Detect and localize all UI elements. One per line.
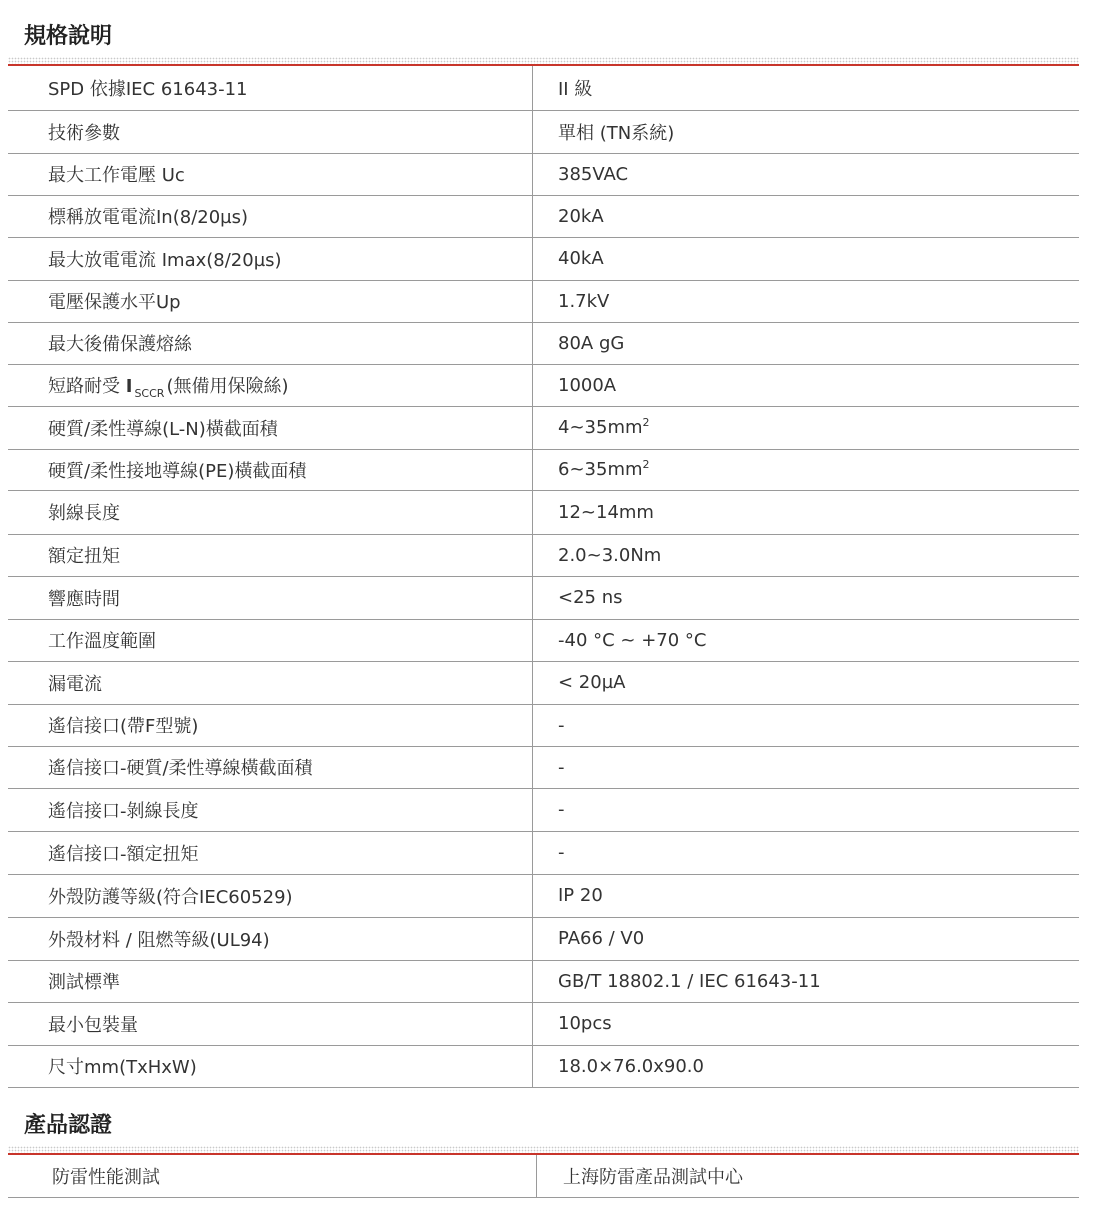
cert-title-rule [8,1146,1079,1155]
spec-table [8,66,1079,1088]
spec-value-cell [533,406,1080,449]
spec-value: - [533,704,1080,746]
spec-value: 12~14mm [533,490,1080,534]
spec-label: 最大工作電壓 Uc [8,153,533,195]
table-row [8,534,1079,576]
spec-value: 1000A [533,364,1080,406]
spec-value: 18.0×76.0x90.0 [533,1045,1080,1087]
table-row [8,449,1079,490]
spec-label: 尺寸mm(TxHxW) [8,1045,533,1087]
spec-label: 工作溫度範圍 [8,619,533,661]
spec-value: PA66 / V0 [533,917,1080,960]
spec-value: 80A gG [533,322,1080,364]
spec-label: 剝線長度 [8,490,533,534]
spec-value: - [533,746,1080,788]
spec-section-title: 規格說明 [24,24,113,49]
table-row [8,153,1079,195]
table-row [8,917,1079,960]
superscript: 2 [642,458,650,471]
spec-label: 遙信接口(帶F型號) [8,704,533,746]
spec-value: < 20µA [533,661,1080,704]
spec-label: 外殼材料 / 阻燃等級(UL94) [8,917,533,960]
spec-label: 最大放電電流 Imax(8/20µs) [8,237,533,280]
cert-label: 防雷性能測試 [8,1155,537,1197]
spec-value: 20kA [533,195,1080,237]
spec-label: 漏電流 [8,661,533,704]
table-row [8,960,1079,1002]
superscript: 2 [642,416,650,429]
spec-value: 10pcs [533,1002,1080,1045]
spec-value: - [533,788,1080,831]
table-row [8,704,1079,746]
spec-title-rule [8,57,1079,66]
table-row [8,1155,1079,1197]
spec-label: 標稱放電電流In(8/20µs) [8,195,533,237]
spec-value: 單相 (TN系統) [533,110,1080,153]
spec-value: 4~35mm [558,417,643,438]
table-row [8,237,1079,280]
table-row [8,364,1079,406]
cert-section-title: 產品認證 [24,1113,113,1138]
spec-label: SPD 依據IEC 61643-11 [8,66,533,110]
table-row [8,66,1079,110]
spec-label: 最小包裝量 [8,1002,533,1045]
table-row [8,490,1079,534]
spec-label: 測試標準 [8,960,533,1002]
spec-label: 硬質/柔性導線(L-N)橫截面積 [8,406,533,449]
spec-label: 最大後備保護熔絲 [8,322,533,364]
spec-value: 385VAC [533,153,1080,195]
spec-label: 技術參數 [8,110,533,153]
spec-value: IP 20 [533,874,1080,917]
spec-label-suffix: (無備用保險絲) [166,376,289,397]
table-row [8,661,1079,704]
spec-label: 短路耐受 [48,376,120,397]
spec-label: 硬質/柔性接地導線(PE)橫截面積 [8,449,533,490]
spec-label: 電壓保護水平Up [8,280,533,322]
table-row [8,322,1079,364]
spec-value-cell [533,449,1080,490]
table-row [8,1002,1079,1045]
spec-value: <25 ns [533,576,1080,619]
spec-label: 額定扭矩 [8,534,533,576]
dotted-rule [8,1146,1079,1153]
table-row [8,746,1079,788]
table-row [8,788,1079,831]
current-symbol: I [125,376,133,397]
cert-table [8,1155,1079,1198]
spec-value: II 級 [533,66,1080,110]
sccr-subscript: SCCR [134,387,165,400]
cert-value: 上海防雷產品測試中心 [537,1155,1080,1197]
table-row [8,406,1079,449]
spec-label-sccr [8,364,533,406]
table-row [8,619,1079,661]
table-row [8,110,1079,153]
spec-value: - [533,831,1080,874]
spec-label: 遙信接口-額定扭矩 [8,831,533,874]
table-row [8,576,1079,619]
spec-label: 外殼防護等級(符合IEC60529) [8,874,533,917]
spec-label: 遙信接口-剝線長度 [8,788,533,831]
table-row [8,280,1079,322]
spec-value: 40kA [533,237,1080,280]
table-row [8,831,1079,874]
spec-value: 2.0~3.0Nm [533,534,1080,576]
table-row [8,195,1079,237]
spec-value: 1.7kV [533,280,1080,322]
table-row [8,874,1079,917]
spec-label: 響應時間 [8,576,533,619]
spec-value: 6~35mm [558,459,643,480]
spec-label: 遙信接口-硬質/柔性導線橫截面積 [8,746,533,788]
spec-value: -40 °C ~ +70 °C [533,619,1080,661]
table-row [8,1045,1079,1087]
dotted-rule [8,57,1079,64]
spec-value: GB/T 18802.1 / IEC 61643-11 [533,960,1080,1002]
